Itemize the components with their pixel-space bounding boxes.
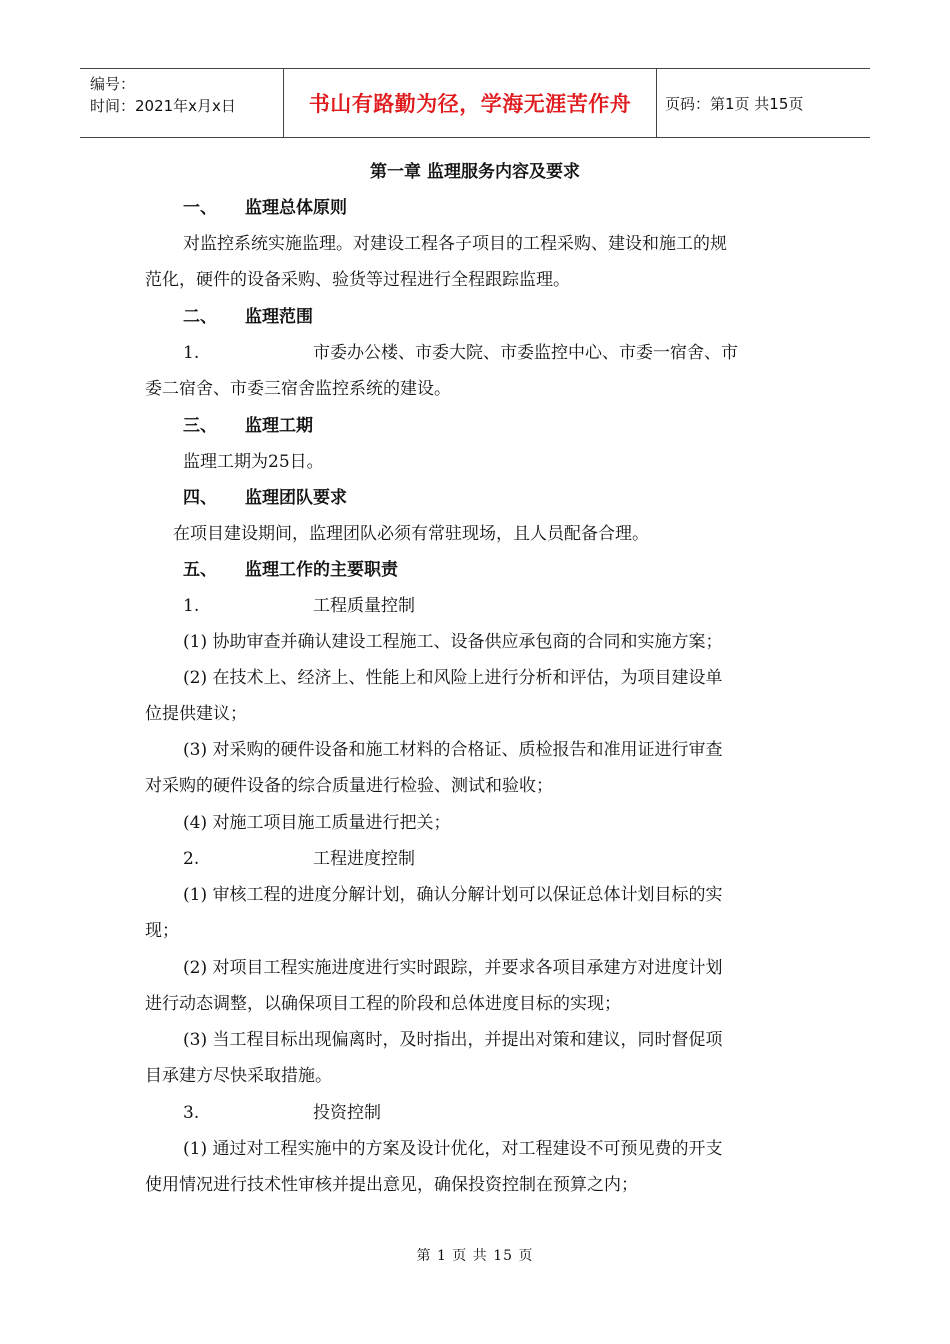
body-line: (4) 对施工项目施工质量进行把关； bbox=[183, 813, 451, 833]
body-line: 对采购的硬件设备的综合质量进行检验、测试和验收； bbox=[145, 776, 553, 796]
body-line: 对监控系统实施监理。对建设工程各子项目的工程采购、建设和施工的规 bbox=[183, 234, 727, 254]
section-heading: 一、 监理总体原则 bbox=[183, 198, 347, 218]
body-line: 范化，硬件的设备采购、验货等过程进行全程跟踪监理。 bbox=[145, 270, 570, 290]
body-line: 委二宿舍、市委三宿舍监控系统的建设。 bbox=[145, 379, 451, 399]
body-line: 进行动态调整，以确保项目工程的阶段和总体进度目标的实现； bbox=[145, 994, 621, 1014]
body-line: (1) 通过对工程实施中的方案及设计优化，对工程建设不可预见费的开支 bbox=[183, 1139, 723, 1159]
section-heading: 五、 监理工作的主要职责 bbox=[183, 560, 398, 580]
body-line: (3) 当工程目标出现偏离时，及时指出，并提出对策和建议，同时督促项 bbox=[183, 1030, 723, 1050]
body-line: (2) 在技术上、经济上、性能上和风险上进行分析和评估，为项目建设单 bbox=[183, 668, 723, 688]
body-line: 位提供建议； bbox=[145, 704, 247, 724]
header-page-cell bbox=[657, 69, 870, 137]
date-label: 时间：2021年x月x日 bbox=[90, 97, 236, 115]
body-line: 现； bbox=[145, 921, 179, 941]
section-heading: 三、 监理工期 bbox=[183, 416, 313, 436]
chapter-title: 第一章 监理服务内容及要求 bbox=[370, 162, 580, 182]
section-heading: 二、 监理范围 bbox=[183, 307, 313, 327]
body-line: (1) 审核工程的进度分解计划，确认分解计划可以保证总体计划目标的实 bbox=[183, 885, 723, 905]
section-heading: 四、 监理团队要求 bbox=[183, 488, 347, 508]
motto: 书山有路勤为径，学海无涯苦作舟 bbox=[308, 92, 632, 116]
code-label: 编号： bbox=[90, 75, 136, 93]
body-line: (3) 对采购的硬件设备和施工材料的合格证、质检报告和准用证进行审查 bbox=[183, 740, 723, 760]
list-item: 1. 工程质量控制 bbox=[183, 596, 415, 616]
page-footer: 第 1 页 共 15 页 bbox=[416, 1248, 534, 1264]
page-info: 页码：第1页 共15页 bbox=[665, 94, 804, 113]
list-item: 2. 工程进度控制 bbox=[183, 849, 415, 869]
header-motto-cell bbox=[283, 69, 657, 137]
header-meta bbox=[80, 69, 283, 137]
body-line: 使用情况进行技术性审核并提出意见，确保投资控制在预算之内； bbox=[145, 1175, 638, 1195]
body-line: (1) 协助审查并确认建设工程施工、设备供应承包商的合同和实施方案； bbox=[183, 632, 723, 652]
list-item: 1. 市委办公楼、市委大院、市委监控中心、市委一宿舍、市 bbox=[183, 343, 738, 363]
body-line: 监理工期为25日。 bbox=[183, 452, 324, 472]
body-line: (2) 对项目工程实施进度进行实时跟踪，并要求各项目承建方对进度计划 bbox=[183, 958, 723, 978]
body-line: 在项目建设期间，监理团队必须有常驻现场，且人员配备合理。 bbox=[173, 524, 649, 544]
list-item: 3. 投资控制 bbox=[183, 1103, 381, 1123]
body-line: 目承建方尽快采取措施。 bbox=[145, 1066, 332, 1086]
page-header bbox=[80, 68, 870, 138]
